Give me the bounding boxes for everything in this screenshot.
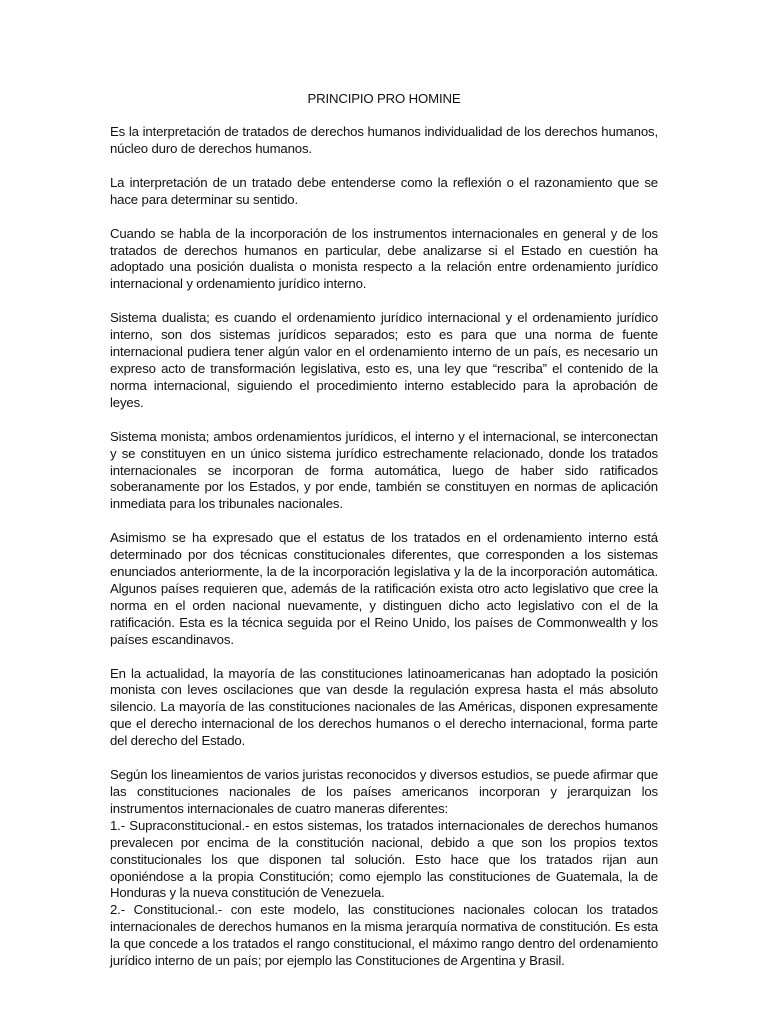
paragraph-monist-system: Sistema monista; ambos ordenamientos jurídicos, el interno y el internacional, se interconectan y se constituyen en un único sistema jurídico estrechamente relacionado, donde los tratados internacionales se incorporan de forma automática, luego de haber sido ratificados soberanamente por los Estados, y por ende, también se constituyen en normas de aplicación inmediata para los tribunales nacionales. [110, 428, 658, 512]
paragraph-incorporation: Cuando se habla de la incorporación de los instrumentos internacionales en general y de los tratados de derechos humanos en particular, debe analizarse si el Estado en cuestión ha adoptado una posición dualista o monista respecto a la relación entre ordenamiento jurídico internacional y ordenamiento jurídico interno. [110, 225, 658, 292]
document-body [110, 90, 658, 970]
paragraph-treaty-status: Asimismo se ha expresado que el estatus de los tratados en el ordenamiento interno está determinado por dos técnicas constitucionales diferentes, que corresponden a los sistemas enunciados anteriormente, la de la incorporación legislativa y la de la incorporación automática. Algunos países requieren que, además de la ratificación exista otro acto legislativo que cree la norma en el orden nacional nuevamente, y distinguen dicho acto legislativo con el de la ratificación. Esta es la técnica seguida por el Reino Unido, los países de Commonwealth y los países escandinavos. [110, 530, 658, 647]
list-item-constitutional: 2.- Constitucional.- con este modelo, las constituciones nacionales colocan los tratados internacionales de derechos humanos en la misma jerarquía normativa de constitución. Es esta la que concede a los tratados el rango constitucional, el máximo rango dentro del ordenamiento jurídico interno de un país; por ejemplo las Constituciones de Argentina y Brasil. [110, 902, 658, 969]
paragraph-current-status: En la actualidad, la mayoría de las constituciones latinoamericanas han adoptado la posición monista con leves oscilaciones que van desde la regulación expresa hasta el más absoluto silencio. La mayoría de las constituciones nacionales de las Américas, disponen expresamente que el derecho internacional de los derechos humanos o el derecho internacional, forma parte del derecho del Estado. [110, 665, 658, 749]
paragraph-definition: Es la interpretación de tratados de derechos humanos individualidad de los derechos humanos, núcleo duro de derechos humanos. [110, 124, 658, 156]
paragraph-dualist-system: Sistema dualista; es cuando el ordenamiento jurídico internacional y el ordenamiento jurídico interno, son dos sistemas jurídicos separados; esto es para que una norma de fuente internacional pudiera tener algún valor en el ordenamiento interno de un país, es necesario un expreso acto de transformación legislativa, esto es, una ley que “rescriba” el contenido de la norma internacional, siguiendo el procedimiento interno establecido para la aprobación de leyes. [110, 310, 658, 410]
paragraph-four-ways-intro: Según los lineamientos de varios juristas reconocidos y diversos estudios, se puede afirmar que las constituciones nacionales de los países americanos incorporan y jerarquizan los instrumentos internacionales de cuatro maneras diferentes: [110, 767, 658, 816]
list-item-supraconstitutional: 1.- Supraconstitucional.- en estos sistemas, los tratados internacionales de derechos humanos prevalecen por encima de la constitución nacional, debido a que son los propios textos constitucionales los que disponen tal solución. Esto hace que los tratados rijan aun oponiéndose a la propia Constitución; como ejemplo las constituciones de Guatemala, la de Honduras y la nueva constitución de Venezuela. [110, 817, 658, 901]
document-title: PRINCIPIO PRO HOMINE [307, 91, 461, 106]
paragraph-interpretation: La interpretación de un tratado debe entenderse como la reflexión o el razonamiento que se hace para determinar su sentido. [110, 174, 658, 207]
